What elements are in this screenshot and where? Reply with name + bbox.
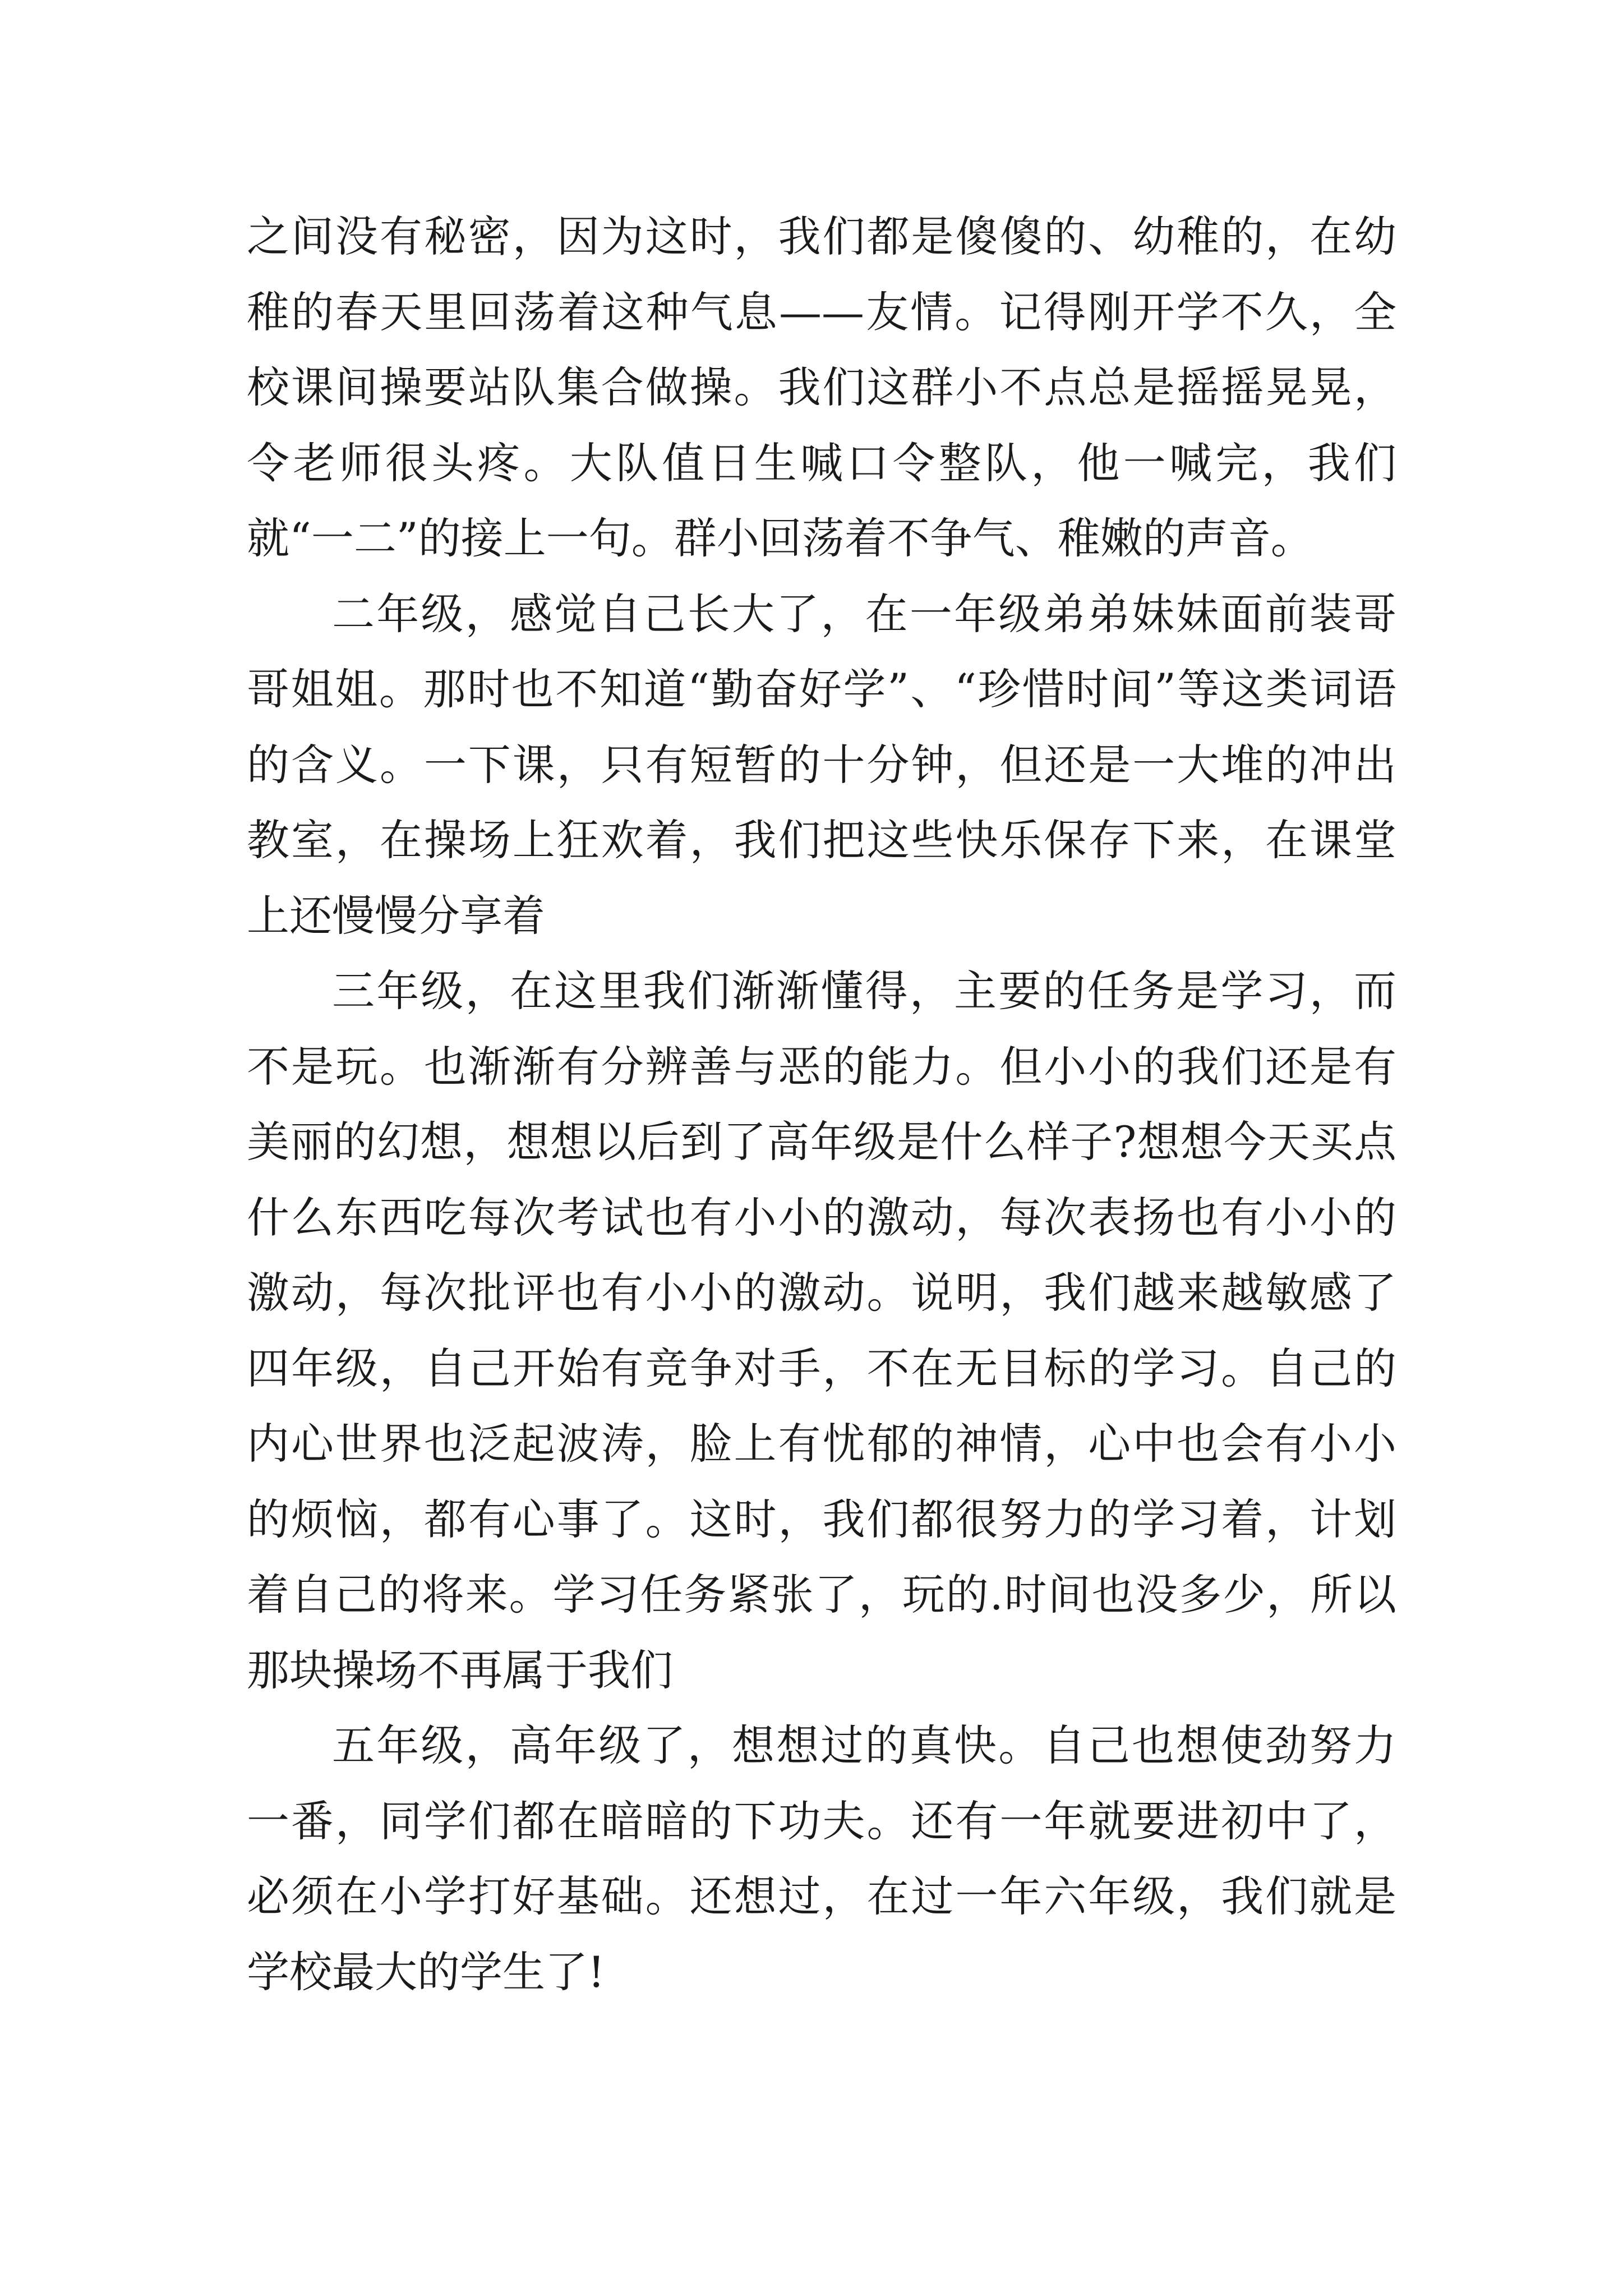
document-body [247,199,1396,2010]
paragraph-second-grade: 二年级，感觉自己长大了，在一年级弟弟妹妹面前装哥哥姐姐。那时也不知道“勤奋好学”、“珍惜时间”等这类词语的含义。一下课，只有短暂的十分钟，但还是一大堆的冲出教室，在操场上狂欢着，我们把这些快乐保存下来，在课堂上还慢慢分享着 [247,588,1396,941]
paragraph-fifth-grade: 五年级，高年级了，想想过的真快。自己也想使劲努力一番，同学们都在暗暗的下功夫。还有一年就要进初中了，必须在小学打好基础。还想过，在过一年六年级，我们就是学校最大的学生了! [247,1720,1396,1997]
paragraph-first-grade-ending: 之间没有秘密，因为这时，我们都是傻傻的、幼稚的，在幼稚的春天里回荡着这种气息——友情。记得刚开学不久，全校课间操要站队集合做操。我们这群小不点总是摇摇晃晃，令老师很头疼。大队值日生喊口令整队，他一喊完，我们就“一二”的接上一句。群小回荡着不争气、稚嫩的声音。 [247,211,1396,563]
paragraph-third-fourth-grade: 三年级，在这里我们渐渐懂得，主要的任务是学习，而不是玩。也渐渐有分辨善与恶的能力。但小小的我们还是有美丽的幻想，想想以后到了高年级是什么样子?想想今天买点什么东西吃每次考试也有小小的激动，每次表扬也有小小的激动，每次批评也有小小的激动。说明，我们越来越敏感了四年级，自己开始有竞争对手，不在无目标的学习。自己的内心世界也泛起波涛，脸上有忧郁的神情，心中也会有小小的烦恼，都有心事了。这时，我们都很努力的学习着，计划着自己的将来。学习任务紧张了，玩的.时间也没多少，所以那块操场不再属于我们 [247,966,1396,1695]
